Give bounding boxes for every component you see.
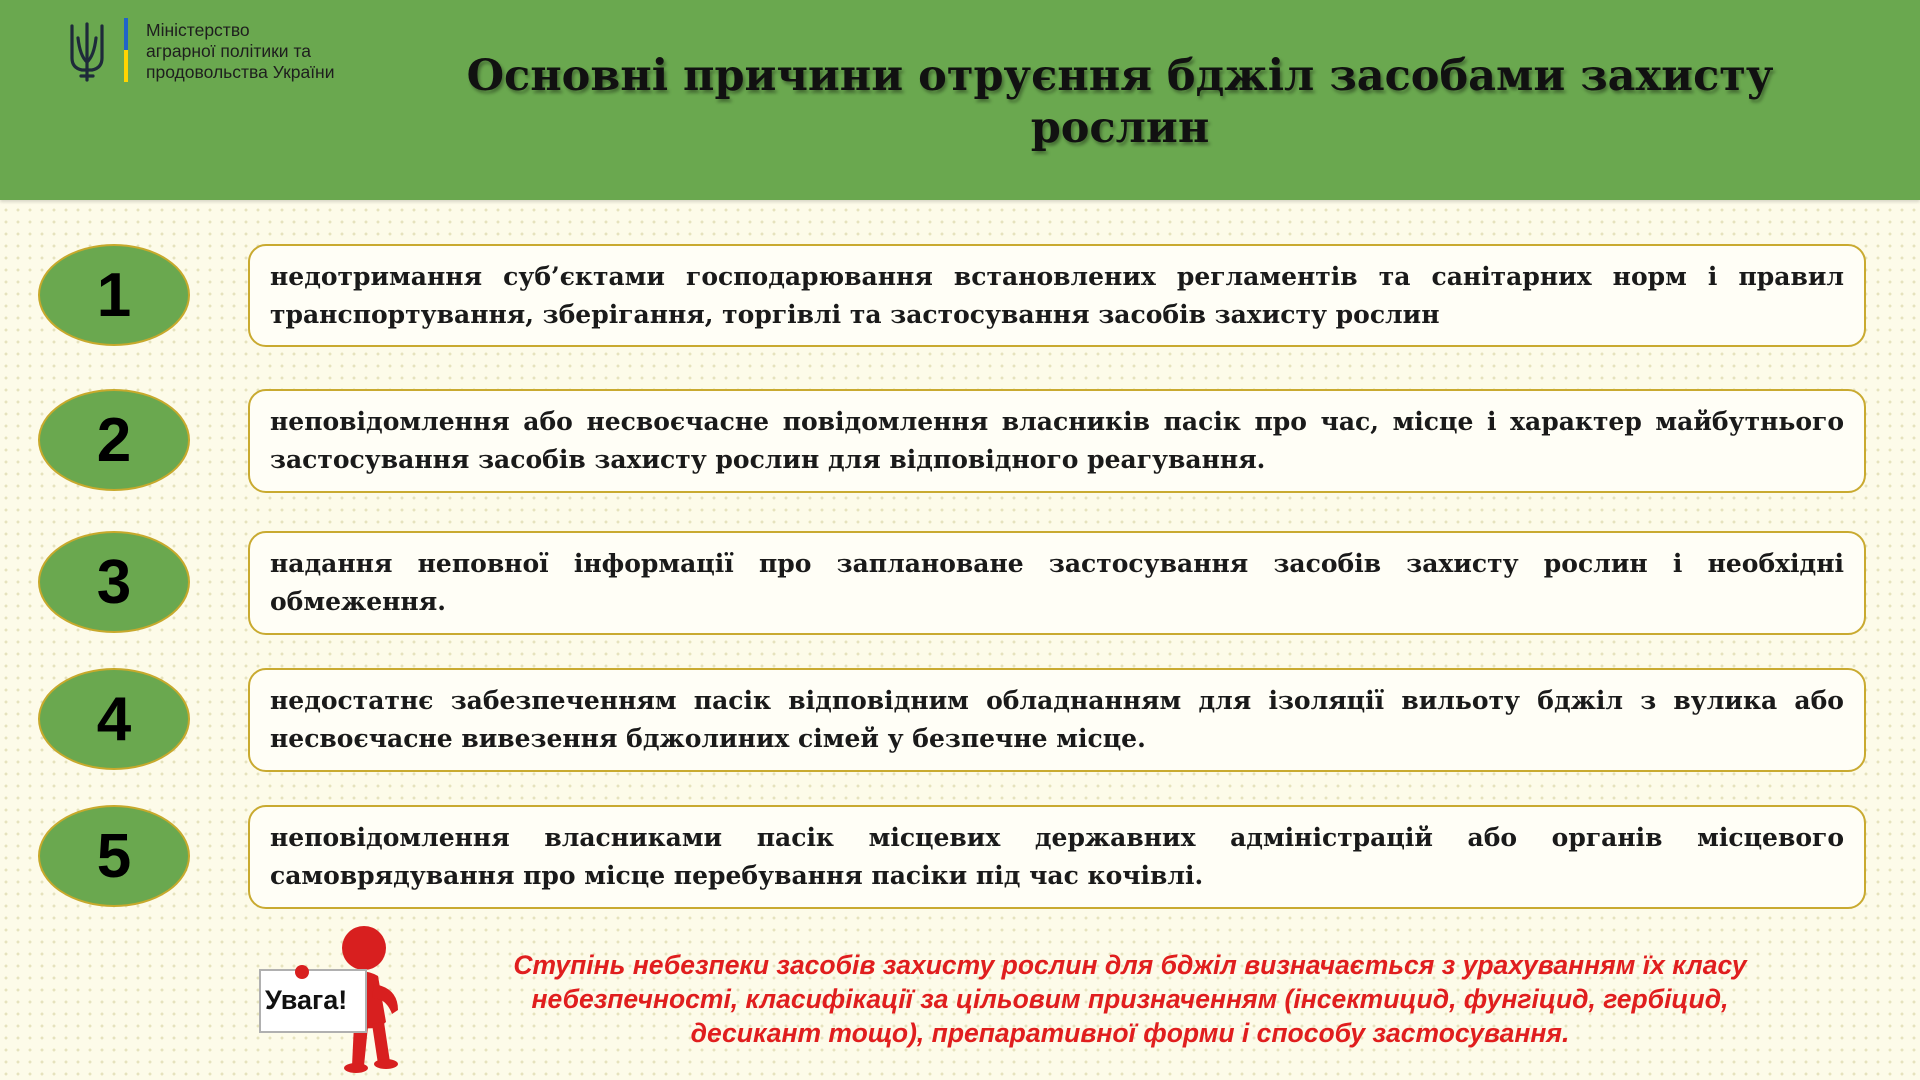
item-number-badge: 2 (38, 389, 190, 491)
item-text: неповідомлення власниками пасік місцевих державних адміністрацій або органів місцевого самоврядування про місце перебування пасіки під час кочівлі. (270, 823, 1844, 890)
item-text-box (248, 389, 1866, 493)
page-title: Основні причини отруєння бджіл засобами захисту рослин (466, 51, 1774, 153)
header-banner (0, 0, 1920, 200)
ministry-name (146, 20, 335, 83)
ministry-line: аграрної політики та (146, 41, 311, 61)
item-text-box (248, 244, 1866, 347)
ukraine-flag-stripe (124, 18, 128, 82)
item-text-box (248, 668, 1866, 772)
item-text: надання неповної інформації про заплановане застосування засобів захисту рослин і необхідні обмеження. (270, 549, 1844, 616)
ministry-line: Міністерство (146, 20, 250, 40)
item-number-badge: 1 (38, 244, 190, 346)
item-number-badge: 5 (38, 805, 190, 907)
warning-label: Увага! (265, 985, 348, 1015)
item-text-box (248, 805, 1866, 909)
ministry-line: продовольства України (146, 62, 335, 82)
item-number-badge: 3 (38, 531, 190, 633)
trident-icon (64, 18, 110, 84)
danger-note: Ступінь небезпеки засобів захисту рослин для бджіл визначається з урахуванням їх класу небезпечності, класифікації за цільовим призначенням (інсектицид, фунгіцид, гербіцид, десикант тощо), препаративної форми і способу застосування. (513, 950, 1747, 1048)
item-text: недотримання суб’єктами господарювання встановлених регламентів та санітарних норм і правил транспортування, зберігання, торгівлі та застосування засобів захисту рослин (270, 261, 1844, 329)
item-text: недостатнє забезпеченням пасік відповідним обладнанням для ізоляції вильоту бджіл з вулика або несвоєчасне вивезення бджолиних сімей у безпечне місце. (270, 686, 1844, 753)
item-text-box (248, 531, 1866, 635)
item-text: неповідомлення або несвоєчасне повідомлення власників пасік про час, місце і характер майбутнього застосування засобів захисту рослин для відповідного реагування. (270, 407, 1844, 474)
item-number-badge: 4 (38, 668, 190, 770)
